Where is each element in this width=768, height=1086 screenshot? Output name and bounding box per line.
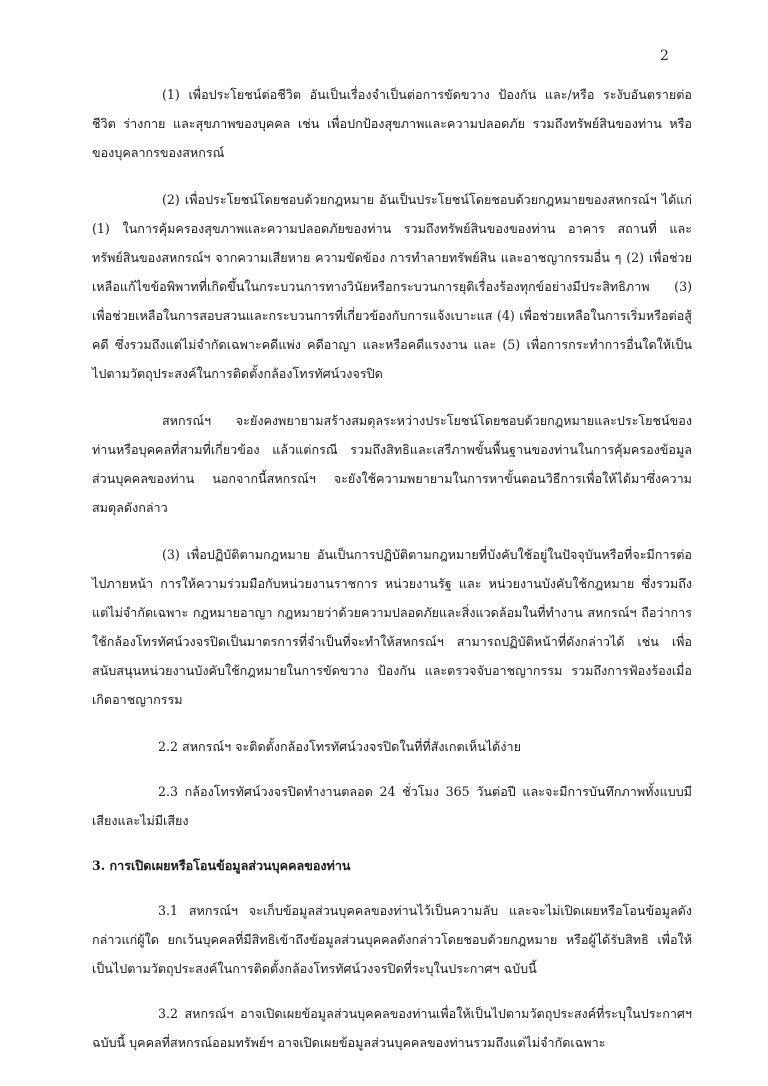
paragraph-vital-interest: (1) เพื่อประโยชน์ต่อชีวิต อันเป็นเรื่องจำเป็นต่อการขัดขวาง ป้องกัน และ/หรือ ระงับอันตรายต่อชีวิต ร่างกาย และสุขภาพของบุคคล เช่น เพื่อปกป้องสุขภาพและความปลอดภัย รวมถึงทรัพย์สินของท่าน หรือของบุคลากรของสหกรณ์ bbox=[92, 87, 692, 160]
paragraph-2-3: 2.3 กล้องโทรทัศน์วงจรปิดทำงานตลอด 24 ชั่วโมง 365 วันต่อปี และจะมีการบันทึกภาพทั้งแบบมีเสียงและไม่มีเสียง bbox=[92, 784, 692, 828]
paragraph-legitimate-interest: (2) เพื่อประโยชน์โดยชอบด้วยกฎหมาย อันเป็นประโยชน์โดยชอบด้วยกฎหมายของสหกรณ์ฯ ได้แก่ (1) ในการคุ้มครองสุขภาพและความปลอดภัยของท่าน รวมถึงทรัพย์สินของของท่าน อาคาร สถานที่ และทรัพย์สินของสหกรณ์ฯ จากความเสียหาย ความขัดข้อง การทำลายทรัพย์สิน และอาชญากรรมอื่น ๆ (2) เพื่อช่วยเหลือแก้ไขข้อพิพาทที่เกิดขึ้นในกระบวนการทางวินัยหรือกระบวนการยุติเรื่องร้องทุกข์อย่างมีประสิทธิภาพ (3) เพื่อช่วยเหลือในการสอบสวนและกระบวนการที่เกี่ยวข้องกับการแจ้งเบาะแส (4) เพื่อช่วยเหลือในการเริ่มหรือต่อสู้คดี ซึ่งรวมถึงแต่ไม่จำกัดเฉพาะคดีแพ่ง คดีอาญา และหรือคดีแรงงาน และ (5) เพื่อการกระทำการอื่นใดให้เป็นไปตามวัตถุประสงค์ในการติดตั้งกล้องโทรทัศน์วงจรปิด bbox=[92, 192, 692, 381]
section-heading-3: 3. การเปิดเผยหรือโอนข้อมูลส่วนบุคคลของท่าน bbox=[92, 858, 351, 873]
paragraph-3-2: 3.2 สหกรณ์ฯ อาจเปิดเผยข้อมูลส่วนบุคคลของท่านเพื่อให้เป็นไปตามวัตถุประสงค์ที่ระบุในประกาศฯ ฉบับนี้ บุคคลที่สหกรณ์ออมทรัพย์ฯ อาจเปิดเผยข้อมูลส่วนบุคคลของท่านรวมถึงแต่ไม่จำกัดเฉพาะ bbox=[92, 1006, 692, 1050]
page-number: 2 bbox=[660, 48, 669, 64]
paragraph-legal-obligation: (3) เพื่อปฏิบัติตามกฎหมาย อันเป็นการปฏิบัติตามกฎหมายที่บังคับใช้อยู่ในปัจจุบันหรือที่จะมีการต่อไปภายหน้า การให้ความร่วมมือกับหน่วยงานราชการ หน่วยงานรัฐ และ หน่วยงานบังคับใช้กฎหมาย ซึ่งรวมถึงแต่ไม่จำกัดเฉพาะ กฎหมายอาญา กฎหมายว่าด้วยความปลอดภัยและสิ่งแวดล้อมในที่ทำงาน สหกรณ์ฯ ถือว่าการใช้กล้องโทรทัศน์วงจรปิดเป็นมาตรการที่จำเป็นที่จะทำให้สหกรณ์ฯ สามารถปฏิบัติหน้าที่ดังกล่าวได้ เช่น เพื่อสนับสนุนหน่วยงานบังคับใช้กฎหมายในการขัดขวาง ป้องกัน และตรวจจับอาชญากรรม รวมถึงการฟ้องร้องเมื่อเกิดอาชญากรรม bbox=[92, 547, 692, 707]
document-body bbox=[92, 80, 692, 1057]
paragraph-balance-of-interests: สหกรณ์ฯ จะยังคงพยายามสร้างสมดุลระหว่างประโยชน์โดยชอบด้วยกฎหมายและประโยชน์ของท่านหรือบุคคลที่สามที่เกี่ยวข้อง แล้วแต่กรณี รวมถึงสิทธิและเสรีภาพขั้นพื้นฐานของท่านในการคุ้มครองข้อมูลส่วนบุคคลของท่าน นอกจากนี้สหกรณ์ฯ จะยังใช้ความพยายามในการหาขั้นตอนวิธีการเพื่อให้ได้มาซึ่งความสมดุลดังกล่าว bbox=[92, 413, 692, 515]
paragraph-2-2: 2.2 สหกรณ์ฯ จะติดตั้งกล้องโทรทัศน์วงจรปิดในที่ที่สังเกตเห็นได้ง่าย bbox=[158, 739, 521, 754]
paragraph-3-1: 3.1 สหกรณ์ฯ จะเก็บข้อมูลส่วนบุคคลของท่านไว้เป็นความลับ และจะไม่เปิดเผยหรือโอนข้อมูลดังกล่าวแก่ผู้ใด ยกเว้นบุคคลที่มีสิทธิเข้าถึงข้อมูลส่วนบุคคลดังกล่าวโดยชอบด้วยกฎหมาย หรือผู้ได้รับสิทธิ เพื่อให้เป็นไปตามวัตถุประสงค์ในการติดตั้งกล้องโทรทัศน์วงจรปิดที่ระบุในประกาศฯ ฉบับนี้ bbox=[92, 903, 692, 976]
